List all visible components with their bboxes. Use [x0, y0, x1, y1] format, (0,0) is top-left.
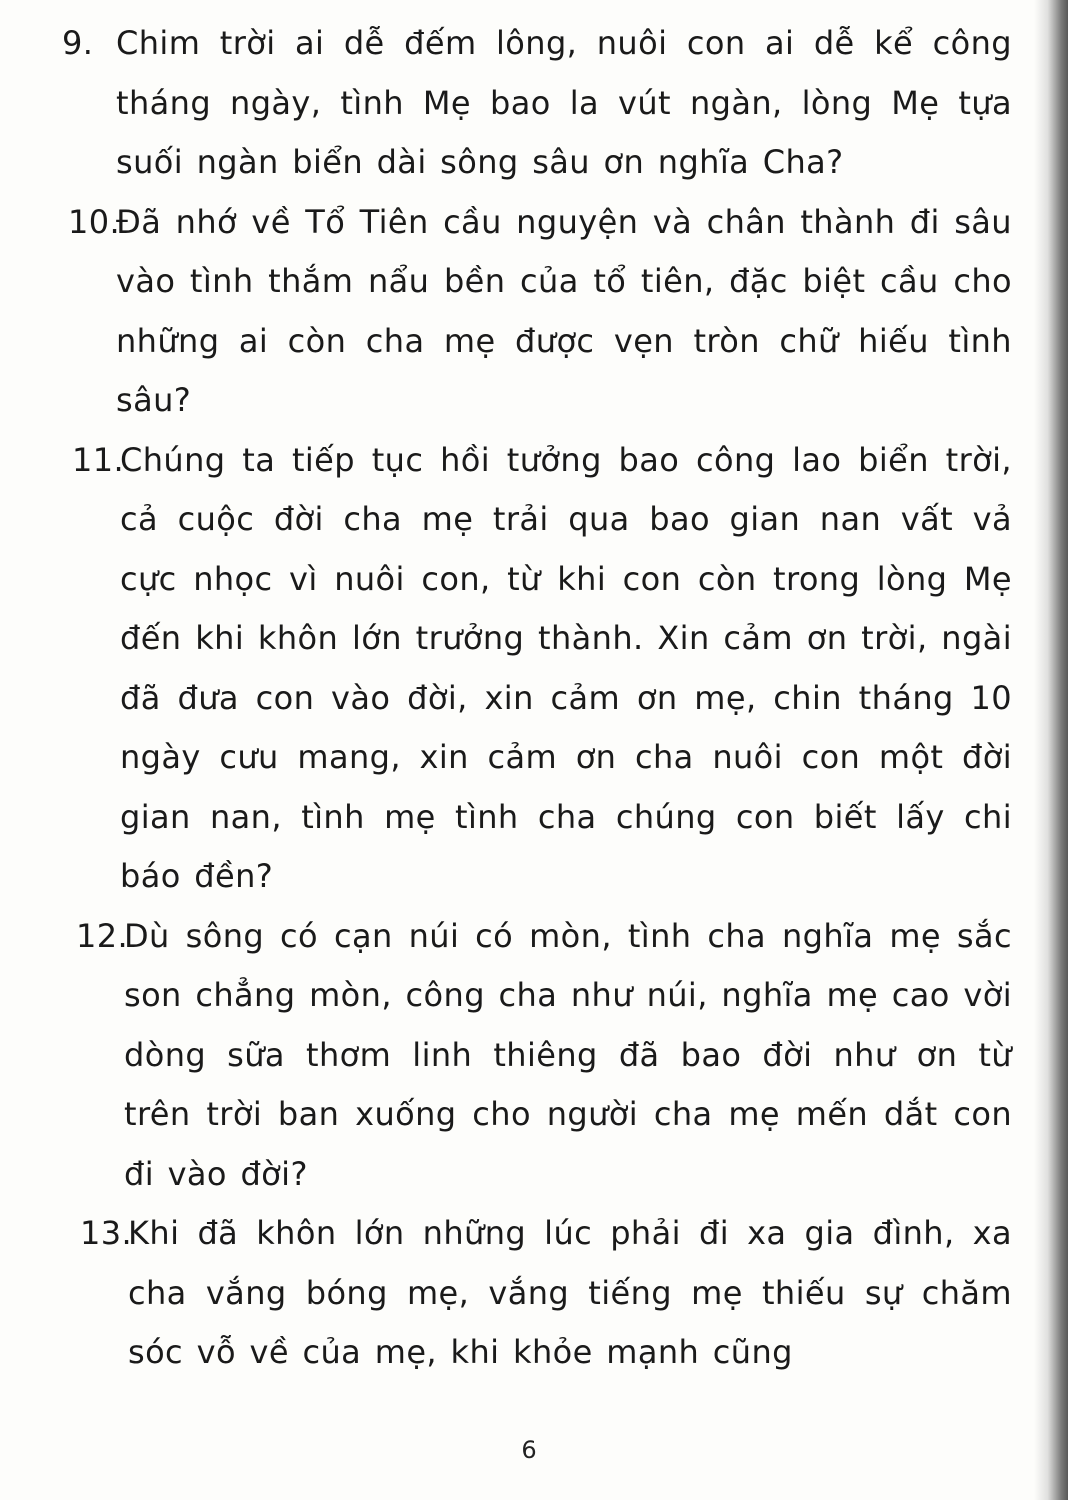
list-item-13 — [80, 1204, 1012, 1383]
list-item-10 — [68, 193, 1012, 431]
page-edge-shadow — [1034, 0, 1068, 1500]
item-text: Dù sông có cạn núi có mòn, tình cha nghĩa mẹ sắc son chẳng mòn, công cha như núi, nghĩa mẹ cao vời dòng sữa thơm linh thiêng đã bao đời như ơn từ trên trời ban xuống cho người cha mẹ mến dắt con đi vào đời? — [124, 916, 1012, 1193]
item-text: Chúng ta tiếp tục hồi tưởng bao công lao biển trời, cả cuộc đời cha mẹ trải qua bao gian nan vất vả cực nhọc vì nuôi con, từ khi con còn trong lòng Mẹ đến khi khôn lớn trưởng thành. Xin cảm ơn trời, ngài đã đưa con vào đời, xin cảm ơn mẹ, chin tháng 10 ngày cưu mang, xin cảm ơn cha nuôi con một đời gian nan, tình mẹ tình cha chúng con biết lấy chi báo đền? — [120, 440, 1012, 895]
list-item-12 — [76, 907, 1012, 1205]
item-number: 12. — [76, 916, 129, 955]
item-text: Chim trời ai dễ đếm lông, nuôi con ai dễ kể công tháng ngày, tình Mẹ bao la vút ngàn, lòng Mẹ tựa suối ngàn biển dài sông sâu ơn nghĩa Cha? — [116, 24, 1012, 181]
item-text: Đã nhớ về Tổ Tiên cầu nguyện và chân thành đi sâu vào tình thắm nẩu bền của tổ tiên, đặc biệt cầu cho những ai còn cha mẹ được vẹn tròn chữ hiếu tình sâu? — [116, 202, 1012, 419]
item-number: 10. — [68, 202, 121, 241]
item-text: Khi đã khôn lớn những lúc phải đi xa gia đình, xa cha vắng bóng mẹ, vắng tiếng mẹ thiếu sự chăm sóc vỗ về của mẹ, khi khỏe mạnh cũng — [128, 1214, 1012, 1371]
item-number: 11. — [72, 440, 125, 479]
list-item-9 — [62, 14, 1012, 193]
item-number: 13. — [80, 1214, 133, 1252]
item-number: 9. — [62, 24, 94, 62]
page-number: 6 — [521, 1436, 537, 1464]
numbered-list — [62, 14, 1012, 1383]
list-item-11 — [72, 431, 1012, 907]
